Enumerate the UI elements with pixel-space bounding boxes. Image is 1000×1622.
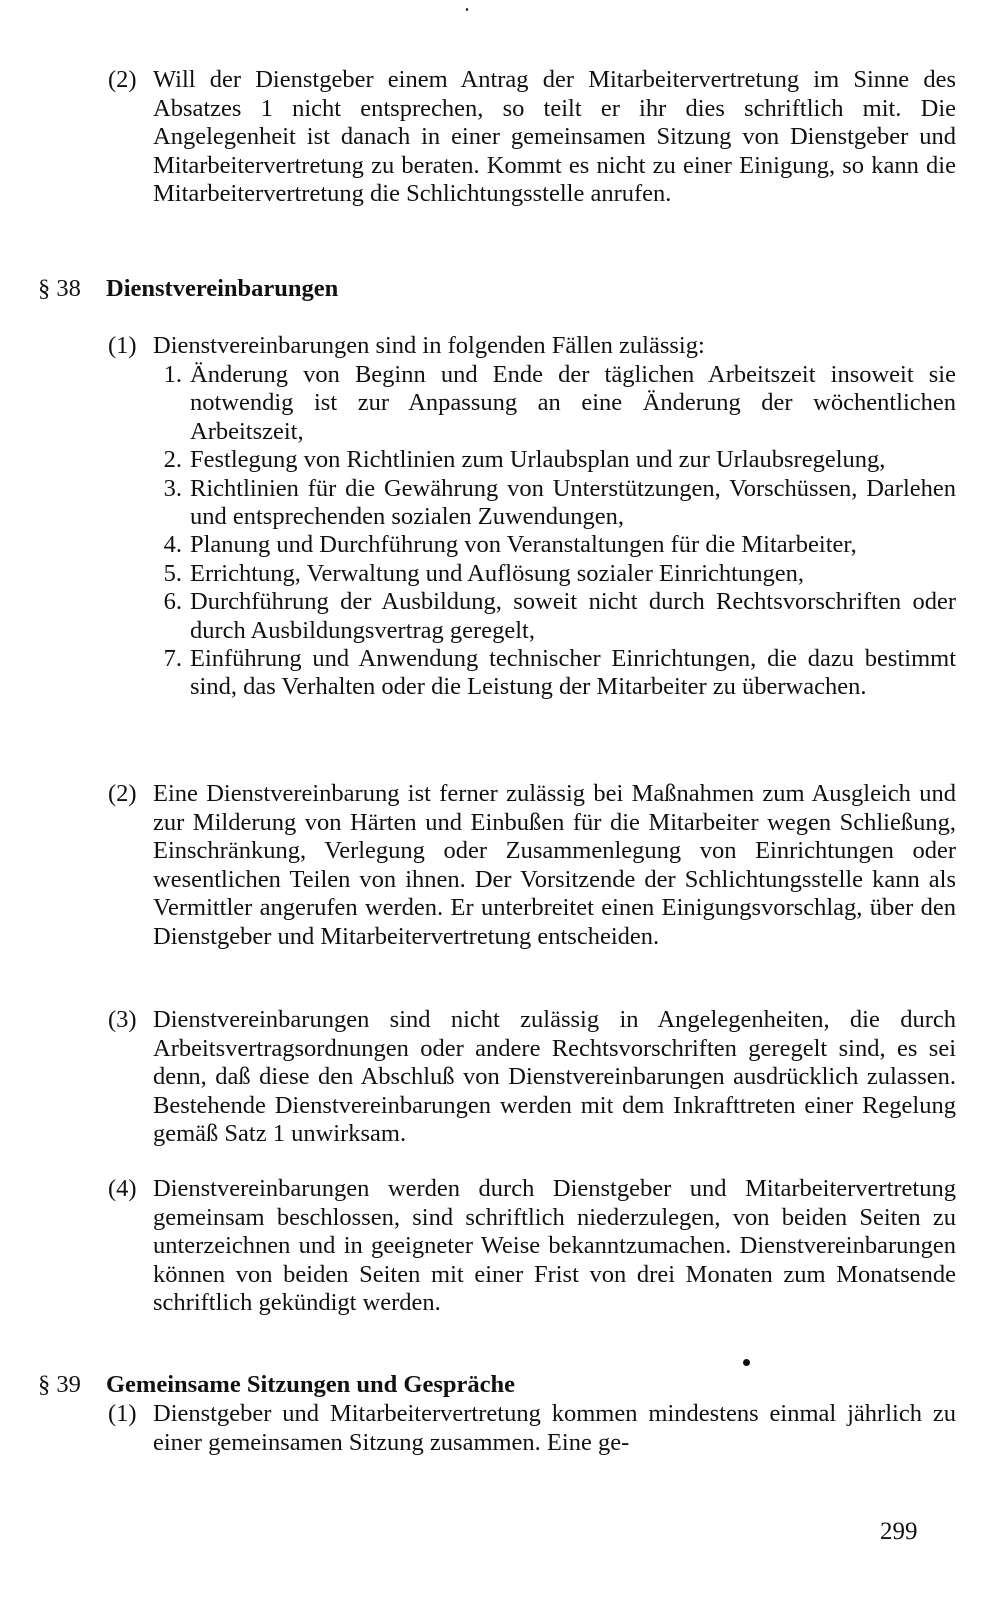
section-38-paragraph-4 [108,1175,956,1318]
list-item-text: Errichtung, Verwaltung und Auflösung sozialer Einrichtungen, [190,559,804,587]
paragraph-number: (4) [108,1175,137,1202]
list-item-number: 7. [163,645,182,673]
list-item [150,645,956,702]
paragraph-number: (2) [108,780,137,807]
section-title: Dienstvereinbarungen [106,275,339,302]
paragraph-text: Dienstvereinbarungen sind nicht zulässig in Angelegenheiten, die durch Arbeitsvertragsordnungen oder andere Rechtsvorschriften geregelt sind, es sei denn, daß diese den Abschluß von Dienstvereinbarungen ausdrücklich zulassen. Bestehende Dienstvereinbarungen werden mit dem Inkrafttreten einer Regelung gemäß Satz 1 unwirksam. [153,1006,956,1148]
list-item [150,531,956,559]
list-item-number: 3. [163,474,182,502]
page-number: 299 [880,1518,918,1545]
scan-speck [466,8,468,11]
list-item-number: 6. [163,588,182,616]
section-39-paragraph-1 [108,1400,956,1457]
section-39-heading [38,1370,515,1400]
list-item-number: 2. [163,446,182,474]
paragraph-text: Will der Dienstgeber einem Antrag der Mitarbeitervertretung im Sinne des Absatzes 1 nicht entsprechen, so teilt er ihr dies schriftlich mit. Die Angelegenheit ist danach in einer gemeinsamen Sitzung von Dienstgeber und Mitarbeitervertretung zu beraten. Kommt es nicht zu einer Einigung, so kann die Mitarbeitervertretung die Schlichtungsstelle anrufen. [153,66,956,208]
list-item-number: 1. [163,361,182,388]
list-item [150,588,956,645]
list-item-text: Festlegung von Richtlinien zum Urlaubsplan und zur Urlaubsregelung, [190,446,886,474]
list-item-text: Einführung und Anwendung technischer Einrichtungen, die dazu bestimmt sind, das Verhalten oder die Leistung der Mitarbeiter zu überwachen. [190,645,956,701]
list-item-text: Durchführung der Ausbildung, soweit nicht durch Rechtsvorschriften oder durch Ausbildungsvertrag geregelt, [190,588,956,644]
list-item-text: Änderung von Beginn und Ende der täglichen Arbeitszeit insoweit sie notwendig ist zur Anpassung an eine Änderung der wöchentlichen Arbeitszeit, [190,361,956,445]
section-38-heading [38,274,338,304]
section-38-paragraph-2 [108,780,956,952]
paragraph-number: (1) [108,1400,137,1427]
list-item [150,361,956,446]
paragraph-number: (2) [108,66,137,93]
section-38-paragraph-3 [108,1006,956,1149]
list-item-text: Richtlinien für die Gewährung von Unterstützungen, Vorschüssen, Darlehen und entsprechenden sozialen Zuwendungen, [190,474,956,531]
section-number: § 38 [38,275,81,302]
paragraph-text: Dienstvereinbarungen sind in folgenden Fällen zulässig: [153,332,705,359]
scan-speck [743,1359,750,1366]
section-number: § 39 [38,1371,81,1398]
section-38-paragraph-1 [108,332,956,361]
section-title: Gemeinsame Sitzungen und Gespräche [106,1371,516,1398]
list-item-text: Planung und Durchführung von Veranstaltungen für die Mitarbeiter, [190,531,857,559]
list-item [150,560,956,588]
paragraph-text: Dienstvereinbarungen werden durch Dienstgeber und Mitarbeitervertretung gemeinsam beschlossen, sind schriftlich niederzulegen, von beiden Seiten zu unterzeichnen und in geeigneter Weise bekanntzumachen. Dienstvereinbarungen können von beiden Seiten mit einer Frist von drei Monaten zum Monatsende schriftlich gekündigt werden. [153,1175,956,1317]
list-item-number: 4. [163,531,182,559]
list-item [150,475,956,532]
list-item-number: 5. [163,559,182,587]
paragraph-number: (1) [108,332,137,359]
section-38-list [150,361,956,702]
paragraph-text: Dienstgeber und Mitarbeitervertretung kommen mindestens einmal jährlich zu einer gemeinsamen Sitzung zusammen. Eine ge- [153,1400,956,1456]
list-item [150,446,956,474]
intro-paragraph [108,66,956,209]
paragraph-text: Eine Dienstvereinbarung ist ferner zulässig bei Maßnahmen zum Ausgleich und zur Milderung von Härten und Einbußen für die Mitarbeiter wegen Schließung, Einschränkung, Verlegung oder Zusammenlegung von Einrichtungen oder wesentlichen Teilen von ihnen. Der Vorsitzende der Schlichtungsstelle kann als Vermittler angerufen werden. Er unterbreitet einen Einigungsvorschlag, über den Dienstgeber und Mitarbeitervertretung entscheiden. [153,780,956,950]
paragraph-number: (3) [108,1006,137,1033]
